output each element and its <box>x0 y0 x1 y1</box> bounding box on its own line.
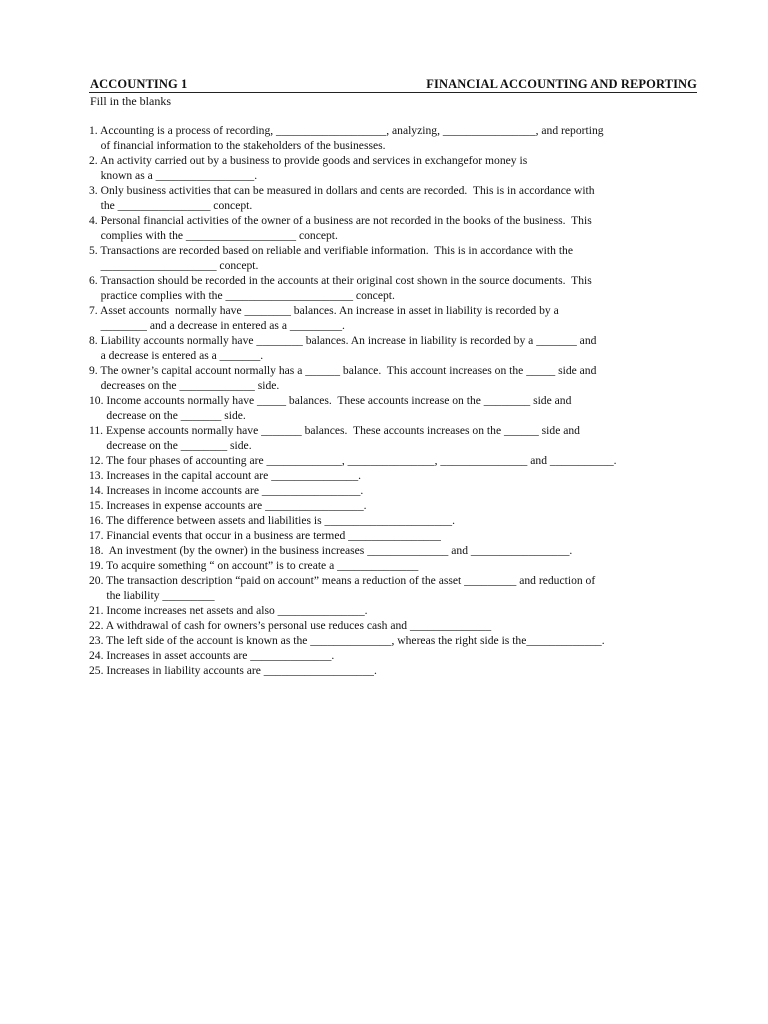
question-text: 17. Financial events that occur in a business are termed ________________ <box>89 529 441 542</box>
question-text: 13. Increases in the capital account are _______________. <box>89 469 362 482</box>
question-text: 18. An investment (by the owner) in the business increases ______________ and _________________. <box>89 544 573 557</box>
question-text: 9. The owner’s capital account normally has a ______ balance. This account increases on the _____ side and <box>89 364 597 377</box>
question-text: 1. Accounting is a process of recording, ___________________, analyzing, ________________, and reporting <box>89 124 604 137</box>
question-text: 3. Only business activities that can be measured in dollars and cents are recorded. This is in accordance with <box>89 184 595 197</box>
question-continuation: ________ and a decrease in entered as a _________. <box>89 319 345 332</box>
question-text: 25. Increases in liability accounts are ___________________. <box>89 664 377 677</box>
question-text: 8. Liability accounts normally have ________ balances. An increase in liability is recorded by a _______ and <box>89 334 597 347</box>
question-text: 7. Asset accounts normally have ________ balances. An increase in asset in liability is recorded by a <box>89 304 559 317</box>
question-item <box>89 213 697 243</box>
question-item <box>89 483 697 498</box>
question-item <box>89 633 697 648</box>
worksheet-page <box>89 77 697 678</box>
question-item <box>89 423 697 453</box>
question-text: 5. Transactions are recorded based on reliable and verifiable information. This is in accordance with the <box>89 244 573 257</box>
question-item <box>89 183 697 213</box>
question-item <box>89 528 697 543</box>
question-continuation: decrease on the ________ side. <box>89 439 252 452</box>
question-text: 15. Increases in expense accounts are _________________. <box>89 499 367 512</box>
question-item <box>89 243 697 273</box>
question-text: 4. Personal financial activities of the owner of a business are not recorded in the books of the business. This <box>89 214 592 227</box>
question-item <box>89 333 697 363</box>
question-item <box>89 453 697 468</box>
question-continuation: of financial information to the stakeholders of the businesses. <box>89 139 386 152</box>
question-item <box>89 513 697 528</box>
question-continuation: practice complies with the ______________________ concept. <box>89 289 395 302</box>
question-text: 21. Income increases net assets and also _______________. <box>89 604 368 617</box>
question-item <box>89 123 697 153</box>
question-text: 6. Transaction should be recorded in the accounts at their original cost shown in the source documents. This <box>89 274 592 287</box>
question-text: 22. A withdrawal of cash for owners’s personal use reduces cash and ______________ <box>89 619 492 632</box>
question-text: 20. The transaction description “paid on account” means a reduction of the asset _________ and reduction of <box>89 574 596 587</box>
question-continuation: the ________________ concept. <box>89 199 253 212</box>
question-text: 19. To acquire something “ on account” is to create a ______________ <box>89 559 419 572</box>
question-item <box>89 468 697 483</box>
question-list <box>89 123 697 678</box>
question-text: 24. Increases in asset accounts are ______________. <box>89 649 335 662</box>
course-title: ACCOUNTING 1 <box>90 77 188 91</box>
question-item <box>89 573 697 603</box>
question-item <box>89 663 697 678</box>
question-continuation: a decrease is entered as a _______. <box>89 349 264 362</box>
question-item <box>89 648 697 663</box>
question-item <box>89 558 697 573</box>
question-continuation: the liability _________ <box>89 589 215 602</box>
question-text: 14. Increases in income accounts are _________________. <box>89 484 364 497</box>
question-item <box>89 603 697 618</box>
question-text: 11. Expense accounts normally have _______ balances. These accounts increases on the ______ side and <box>89 424 580 437</box>
subject-title: FINANCIAL ACCOUNTING AND REPORTING <box>426 77 697 91</box>
question-item <box>89 543 697 558</box>
question-text: 12. The four phases of accounting are _____________, _______________, _______________ and ___________. <box>89 454 617 467</box>
question-item <box>89 273 697 303</box>
question-text: 16. The difference between assets and liabilities is ______________________. <box>89 514 455 527</box>
question-item <box>89 618 697 633</box>
question-item <box>89 498 697 513</box>
worksheet-header <box>89 77 697 93</box>
instructions-text: Fill in the blanks <box>90 94 171 108</box>
question-continuation: known as a _________________. <box>89 169 258 182</box>
question-continuation: ____________________ concept. <box>89 259 259 272</box>
question-continuation: decreases on the _____________ side. <box>89 379 280 392</box>
question-item <box>89 303 697 333</box>
question-text: 10. Income accounts normally have _____ balances. These accounts increase on the ________ side and <box>89 394 572 407</box>
question-text: 23. The left side of the account is known as the ______________, whereas the right side is the_____________. <box>89 634 605 647</box>
question-continuation: complies with the ___________________ concept. <box>89 229 338 242</box>
question-text: 2. An activity carried out by a business to provide goods and services in exchangefor money is <box>89 154 528 167</box>
question-item <box>89 153 697 183</box>
question-item <box>89 393 697 423</box>
question-item <box>89 363 697 393</box>
question-continuation: decrease on the _______ side. <box>89 409 246 422</box>
